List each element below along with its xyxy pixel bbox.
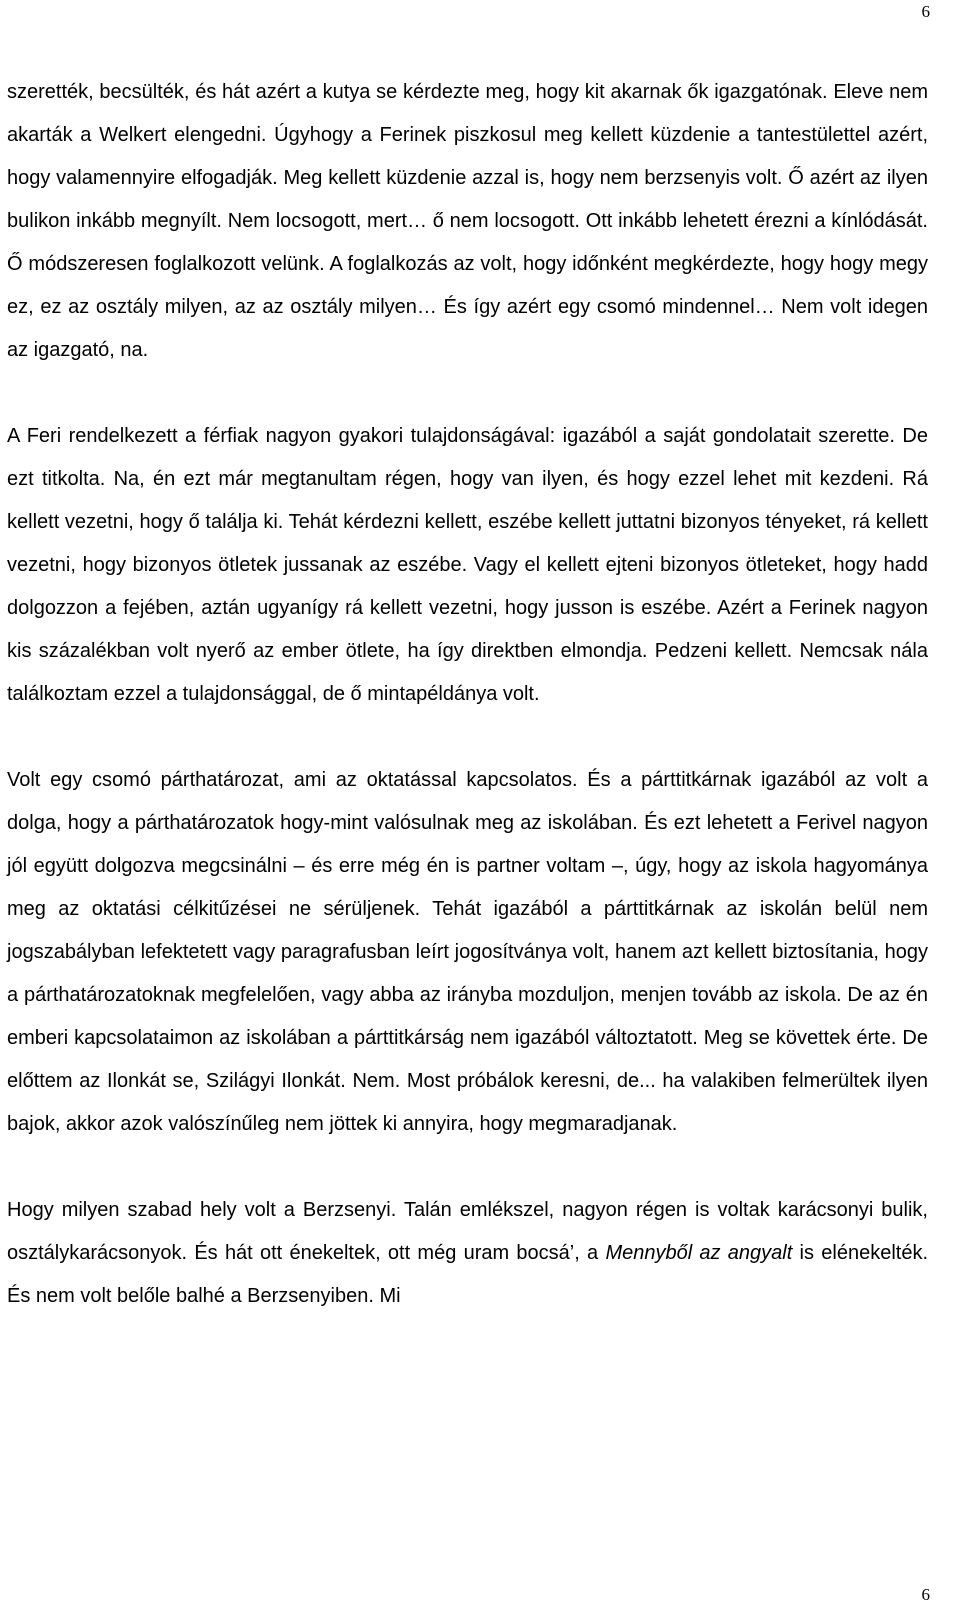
paragraph-1: szerették, becsülték, és hát azért a kutya se kérdezte meg, hogy kit akarnak ők igazgatónak. Eleve nem akarták a Welkert elengedni. Úgyhogy a Ferinek piszkosul meg kellett küzdenie a tantestülettel azért, hogy valamennyire elfogadják. Meg kellett küzdenie azzal is, hogy nem berzsenyis volt. Ő azért az ilyen bulikon inkább megnyílt. Nem locsogott, mert… ő nem locsogott. Ott inkább lehetett érezni a kínlódását. Ő módszeresen foglalkozott velünk. A foglalkozás az volt, hogy időnként megkérdezte, hogy hogy megy ez, ez az osztály milyen, az az osztály milyen… És így azért egy csomó mindennel… Nem volt idegen az igazgató, na. (7, 81, 928, 361)
song-title: Mennyből az angyalt (605, 1242, 793, 1264)
document-body (7, 71, 928, 1318)
paragraph-4-text-before: Hogy milyen szabad hely volt a Berzsenyi. Talán emlékszel, nagyon régen is voltak karácsonyi bulik, osztálykarácsonyok. És hát ott énekeltek, ott még uram bocsá’, a (7, 1199, 928, 1264)
paragraph-2: A Feri rendelkezett a férfiak nagyon gyakori tulajdonságával: igazából a saját gondolatait szerette. De ezt titkolta. Na, én ezt már megtanultam régen, hogy van ilyen, és hogy ezzel lehet mit kezdeni. Rá kellett vezetni, hogy ő találja ki. Tehát kérdezni kellett, eszébe kellett juttatni bizonyos tényeket, rá kellett vezetni, hogy bizonyos ötletek jussanak az eszébe. Vagy el kellett ejteni bizonyos ötleteket, hogy hadd dolgozzon a fejében, aztán ugyanígy rá kellett vezetni, hogy jusson is eszébe. Azért a Ferinek nagyon kis százalékban volt nyerő az ember ötlete, ha így direktben elmondja. Pedzeni kellett. Nemcsak nála találkoztam ezzel a tulajdonsággal, de ő mintapéldánya volt. (7, 425, 928, 705)
paragraph-3: Volt egy csomó párthatározat, ami az oktatással kapcsolatos. És a párttitkárnak igazából az volt a dolga, hogy a párthatározatok hogy-mint valósulnak meg az iskolában. És ezt lehetett a Ferivel nagyon jól együtt dolgozva megcsinálni – és erre még én is partner voltam –, úgy, hogy az iskola hagyománya meg az oktatási célkitűzései ne sérüljenek. Tehát igazából a párttitkárnak az iskolán belül nem jogszabályban lefektetett vagy paragrafusban leírt jogosítványa volt, hanem azt kellett biztosítania, hogy a párthatározatoknak megfelelően, vagy abba az irányba mozduljon, menjen tovább az iskola. De az én emberi kapcsolataimon az iskolában a párttitkárság nem igazából változtatott. Meg se követtek érte. De előttem az Ilonkát se, Szilágyi Ilonkát. Nem. Most próbálok keresni, de... ha valakiben felmerültek ilyen bajok, akkor azok valószínűleg nem jöttek ki annyira, hogy megmaradjanak. (7, 769, 928, 1135)
page-number-footer: 6 (921, 1585, 930, 1604)
page-number-header: 6 (921, 2, 930, 21)
paragraph-4-text-after: is elénekelték. És nem volt belőle balhé a Berzsenyiben. Mi (7, 1242, 928, 1307)
paragraph-4 (7, 1189, 928, 1318)
